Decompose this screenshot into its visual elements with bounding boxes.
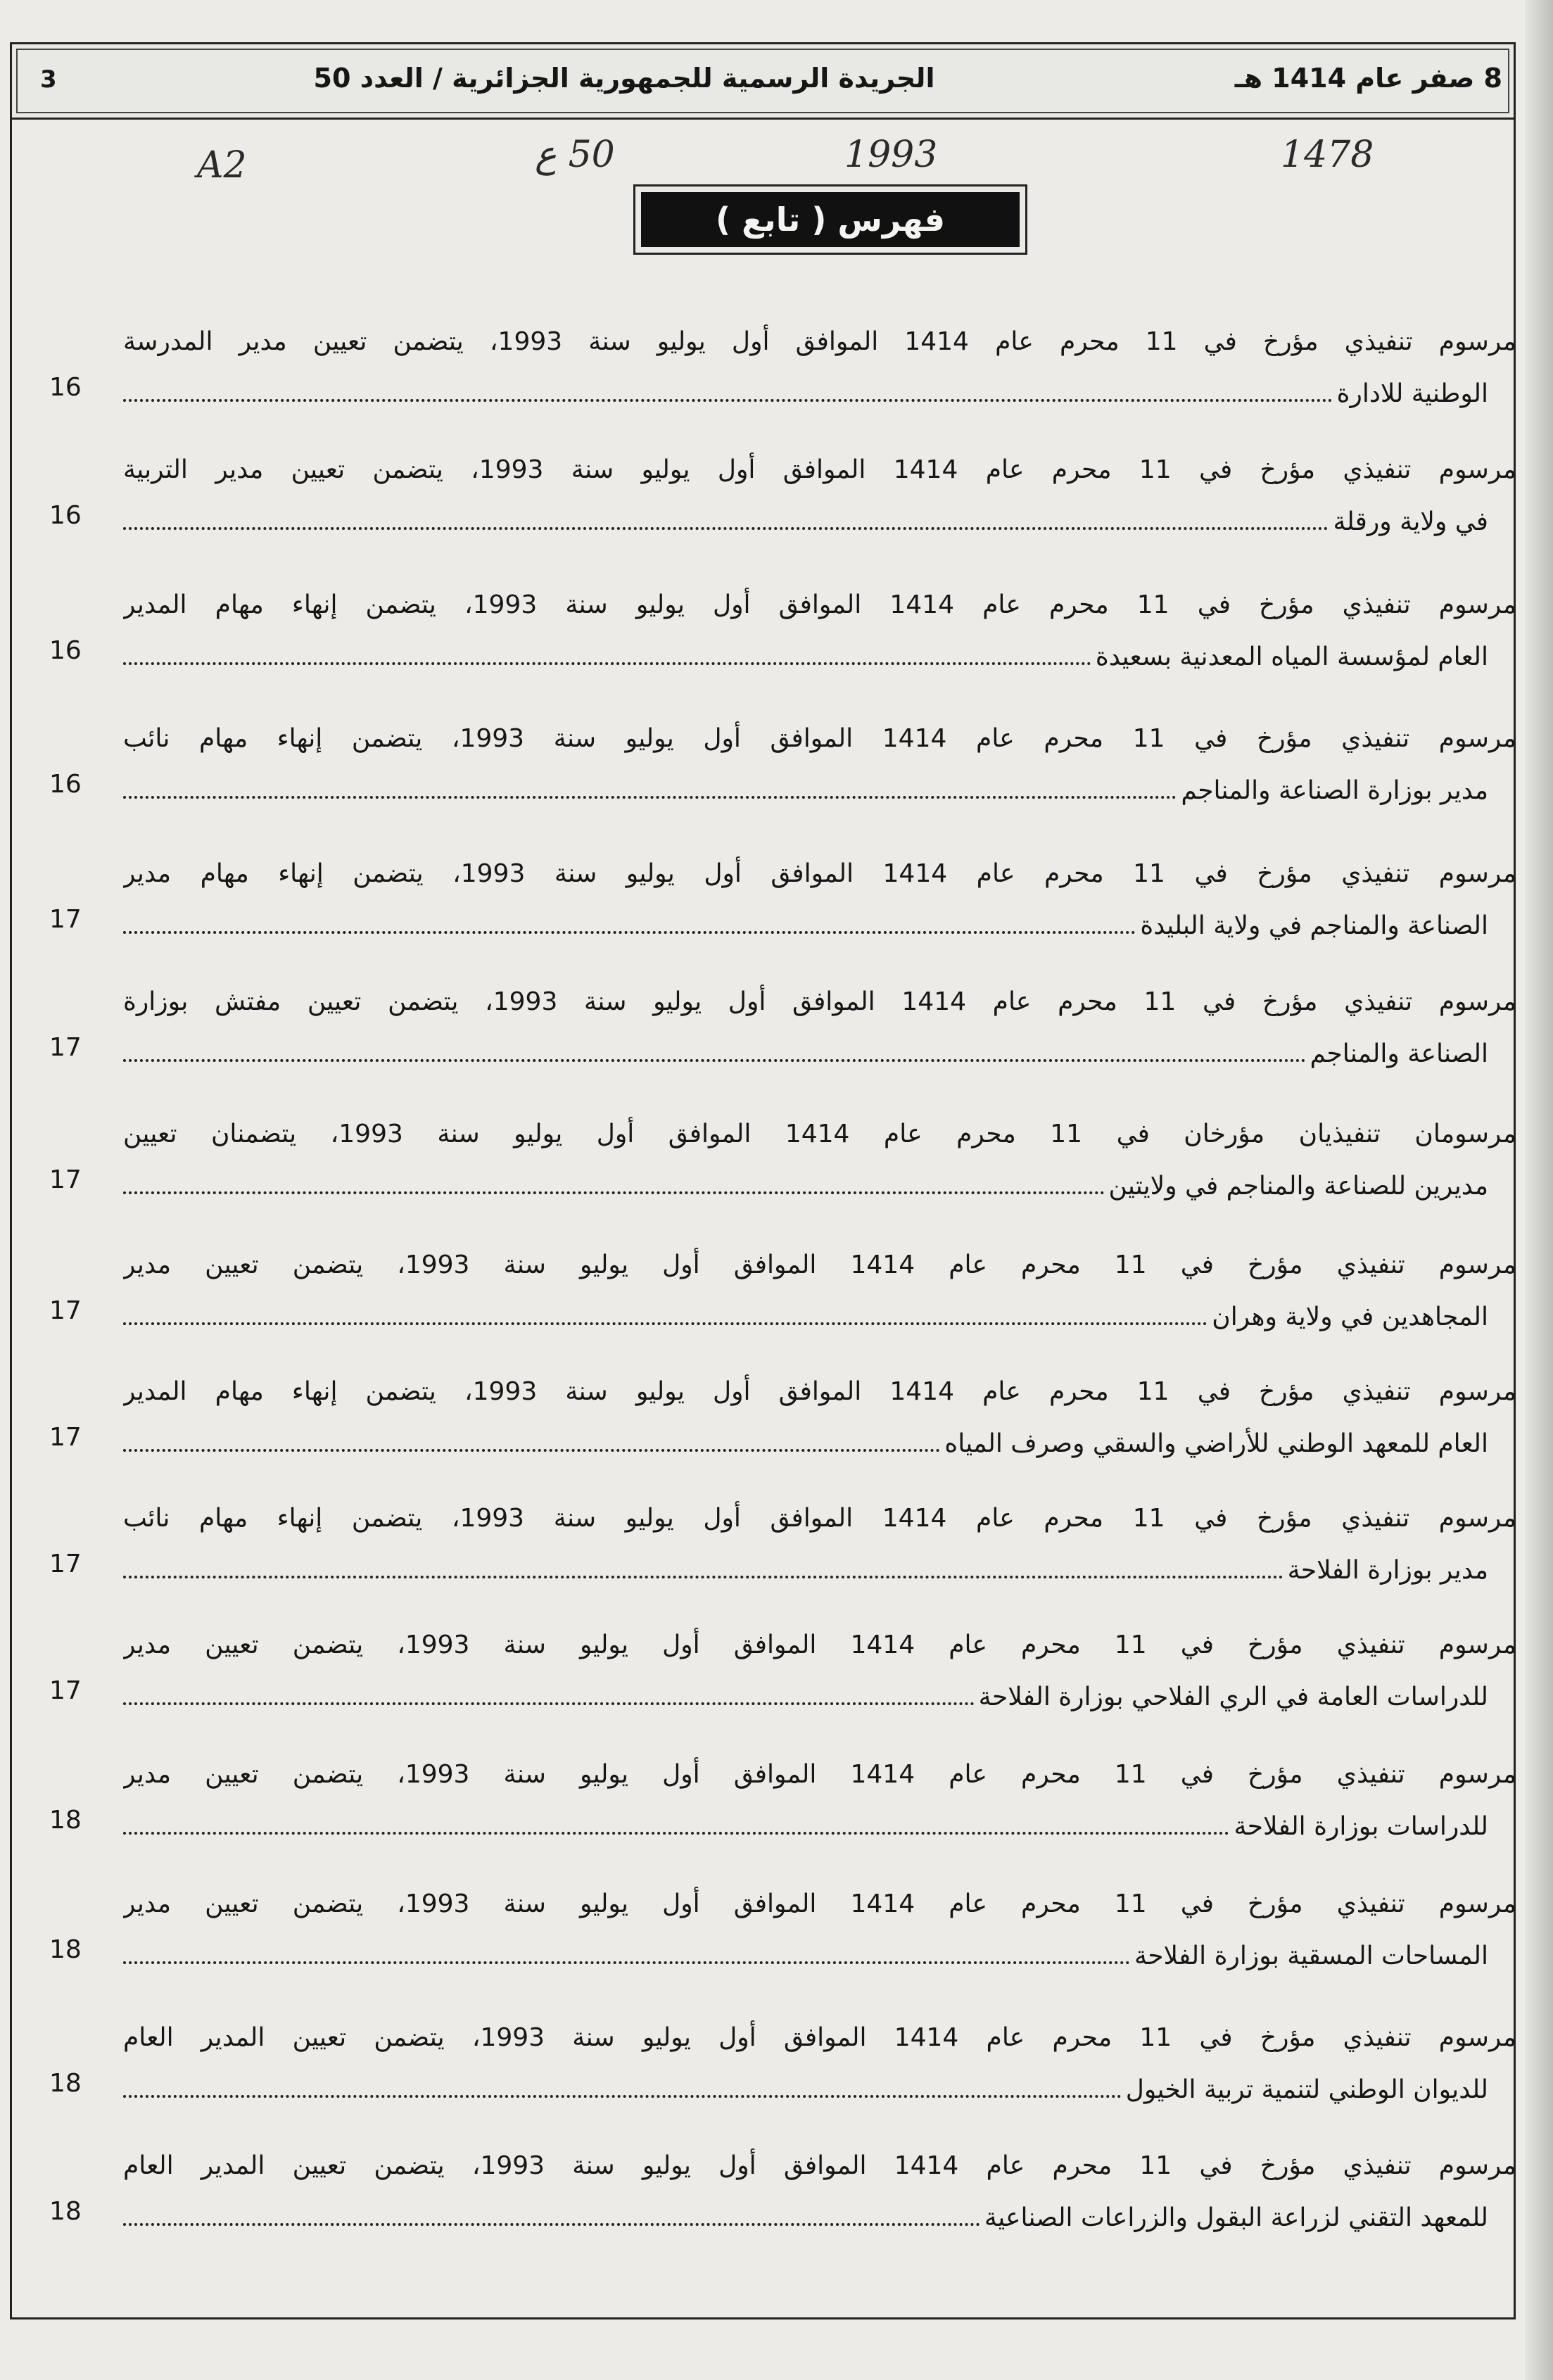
index-entry (21, 982, 1516, 1088)
entry-line-2 (123, 1167, 1488, 1206)
scan-edge-shadow (1525, 0, 1553, 2380)
entry-line-1: مرسوم تنفيذي مؤرخ في 11 محرم عام 1414 الموافق أول يوليو سنة 1993، يتضمن تعيين مدير المدرسة (123, 327, 1516, 356)
entry-page-number: 17 (49, 1676, 82, 1705)
entry-page-number: 17 (49, 1165, 82, 1194)
dot-leader (123, 378, 1333, 402)
entry-page-number: 18 (49, 2069, 82, 2098)
page-header (10, 42, 1516, 120)
dot-leader (123, 2202, 980, 2226)
index-entry (21, 1499, 1516, 1604)
dot-leader (123, 2074, 1122, 2098)
entry-page-number: 18 (49, 1935, 82, 1964)
entry-subject: الوطنية للادارة (1336, 379, 1488, 408)
entry-line-1: مرسوم تنفيذي مؤرخ في 11 محرم عام 1414 الموافق أول يوليو سنة 1993، يتضمن تعيين مفتش بوزارة (123, 987, 1516, 1016)
entry-subject: في ولاية ورقلة (1333, 507, 1488, 536)
index-entry (21, 1626, 1516, 1731)
entry-subject: مدير بوزارة الفلاحة (1287, 1556, 1488, 1585)
entry-line-1: مرسوم تنفيذي مؤرخ في 11 محرم عام 1414 الموافق أول يوليو سنة 1993، يتضمن تعيين المدير العام (123, 2151, 1516, 2180)
handwritten-note-left: A2 (197, 144, 247, 186)
entry-page-number: 18 (49, 1806, 82, 1835)
entry-page-number: 17 (49, 1033, 82, 1062)
entry-subject: للديوان الوطني لتنمية تربية الخيول (1125, 2075, 1488, 2104)
entry-page-number: 16 (49, 501, 82, 530)
entry-subject: الصناعة والمناجم (1310, 1039, 1488, 1068)
index-entry (21, 585, 1516, 691)
entry-line-2 (123, 906, 1488, 946)
entry-line-1: مرسوم تنفيذي مؤرخ في 11 محرم عام 1414 الموافق أول يوليو سنة 1993، يتضمن تعيين المدير العام (123, 2023, 1516, 2052)
entry-subject: للدراسات العامة في الري الفلاحي بوزارة الفلاحة (978, 1683, 1488, 1711)
index-entry (21, 1755, 1516, 1861)
index-entry (21, 2146, 1516, 2252)
entry-line-2 (123, 502, 1488, 542)
header-date: 8 صفر عام 1414 هـ (1234, 63, 1502, 94)
entry-subject: مدير بوزارة الصناعة والمناجم (1181, 776, 1488, 805)
entry-line-1: مرسوم تنفيذي مؤرخ في 11 محرم عام 1414 الموافق أول يوليو سنة 1993، يتضمن تعيين مدير التربية (123, 455, 1516, 484)
entry-line-2 (123, 638, 1488, 677)
handwritten-note-right: 1478 (1281, 134, 1374, 176)
handwritten-year: 1993 (844, 134, 938, 176)
dot-leader (123, 1555, 1283, 1578)
entry-line-2 (123, 1298, 1488, 1337)
entry-line-1: مرسوم تنفيذي مؤرخ في 11 محرم عام 1414 الموافق أول يوليو سنة 1993، يتضمن تعيين مدير (123, 1251, 1516, 1279)
entry-page-number: 17 (49, 905, 82, 934)
index-entry (21, 1246, 1516, 1351)
entry-subject: العام للمعهد الوطني للأراضي والسقي وصرف المياه (944, 1429, 1488, 1458)
entry-line-1: مرسوم تنفيذي مؤرخ في 11 محرم عام 1414 الموافق أول يوليو سنة 1993، يتضمن إنهاء مهام نائب (123, 724, 1516, 753)
entry-line-1: مرسوم تنفيذي مؤرخ في 11 محرم عام 1414 الموافق أول يوليو سنة 1993، يتضمن تعيين مدير (123, 1890, 1516, 1918)
page-number: 3 (40, 65, 57, 94)
index-entry (21, 450, 1516, 556)
entry-subject: العام لمؤسسة المياه المعدنية بسعيدة (1095, 643, 1488, 671)
entry-page-number: 16 (49, 373, 82, 402)
entry-line-1: مرسوم تنفيذي مؤرخ في 11 محرم عام 1414 الموافق أول يوليو سنة 1993، يتضمن إنهاء مهام المدير (123, 590, 1516, 619)
index-entry (21, 1115, 1516, 1220)
dot-leader (123, 641, 1091, 665)
entry-line-1: مرسوم تنفيذي مؤرخ في 11 محرم عام 1414 الموافق أول يوليو سنة 1993، يتضمن تعيين مدير (123, 1760, 1516, 1789)
entry-line-2 (123, 2198, 1488, 2238)
dot-leader (123, 1428, 940, 1452)
entry-line-1: مرسوم تنفيذي مؤرخ في 11 محرم عام 1414 الموافق أول يوليو سنة 1993، يتضمن إنهاء مهام نائب (123, 1504, 1516, 1533)
entry-page-number: 17 (49, 1550, 82, 1578)
entry-subject: الصناعة والمناجم في ولاية البليدة (1140, 911, 1488, 940)
entry-line-1: مرسوم تنفيذي مؤرخ في 11 محرم عام 1414 الموافق أول يوليو سنة 1993، يتضمن إنهاء مهام مدير (123, 859, 1516, 888)
entry-line-2 (123, 1937, 1488, 1976)
entry-line-2 (123, 1678, 1488, 1717)
entry-subject: المجاهدين في ولاية وهران (1212, 1303, 1488, 1331)
entry-line-2 (123, 374, 1488, 414)
entry-line-2 (123, 1424, 1488, 1464)
entry-line-2 (123, 2070, 1488, 2110)
dot-leader (123, 1681, 975, 1705)
index-entry (21, 322, 1516, 428)
entry-subject: مديرين للصناعة والمناجم في ولايتين (1108, 1172, 1488, 1201)
section-title-box (633, 184, 1027, 255)
entry-line-2 (123, 771, 1488, 811)
index-entry (21, 1885, 1516, 1990)
index-entry (21, 2018, 1516, 2124)
entry-page-number: 17 (49, 1296, 82, 1325)
entry-line-2 (123, 1807, 1488, 1847)
dot-leader (123, 910, 1136, 934)
entry-page-number: 16 (49, 770, 82, 799)
dot-leader (123, 1940, 1130, 1964)
entry-subject: للدراسات بوزارة الفلاحة (1234, 1812, 1488, 1841)
dot-leader (123, 506, 1329, 530)
gazette-title: الجريدة الرسمية للجمهورية الجزائرية / العدد 50 (313, 63, 935, 94)
section-title: فهرس ( تابع ) (641, 192, 1020, 247)
dot-leader (123, 1811, 1229, 1835)
dot-leader (123, 775, 1177, 799)
entry-line-1: مرسوم تنفيذي مؤرخ في 11 محرم عام 1414 الموافق أول يوليو سنة 1993، يتضمن تعيين مدير (123, 1631, 1516, 1659)
entry-line-2 (123, 1551, 1488, 1590)
entry-page-number: 16 (49, 636, 82, 665)
index-entry (21, 1372, 1516, 1478)
entry-page-number: 17 (49, 1423, 82, 1452)
index-entry (21, 854, 1516, 960)
index-entry (21, 719, 1516, 825)
entry-line-2 (123, 1034, 1488, 1074)
entry-subject: المساحات المسقية بوزارة الفلاحة (1134, 1942, 1488, 1970)
dot-leader (123, 1038, 1306, 1062)
entry-line-1: مرسوم تنفيذي مؤرخ في 11 محرم عام 1414 الموافق أول يوليو سنة 1993، يتضمن إنهاء مهام المدير (123, 1377, 1516, 1406)
entry-page-number: 18 (49, 2197, 82, 2226)
entry-line-1: مرسومان تنفيذيان مؤرخان في 11 محرم عام 1414 الموافق أول يوليو سنة 1993، يتضمنان تعيين (123, 1120, 1516, 1148)
dot-leader (123, 1301, 1207, 1325)
dot-leader (123, 1170, 1105, 1194)
entry-subject: للمعهد التقني لزراعة البقول والزراعات الصناعية (984, 2203, 1488, 2232)
handwritten-issue-number: 50 ع (535, 134, 615, 176)
